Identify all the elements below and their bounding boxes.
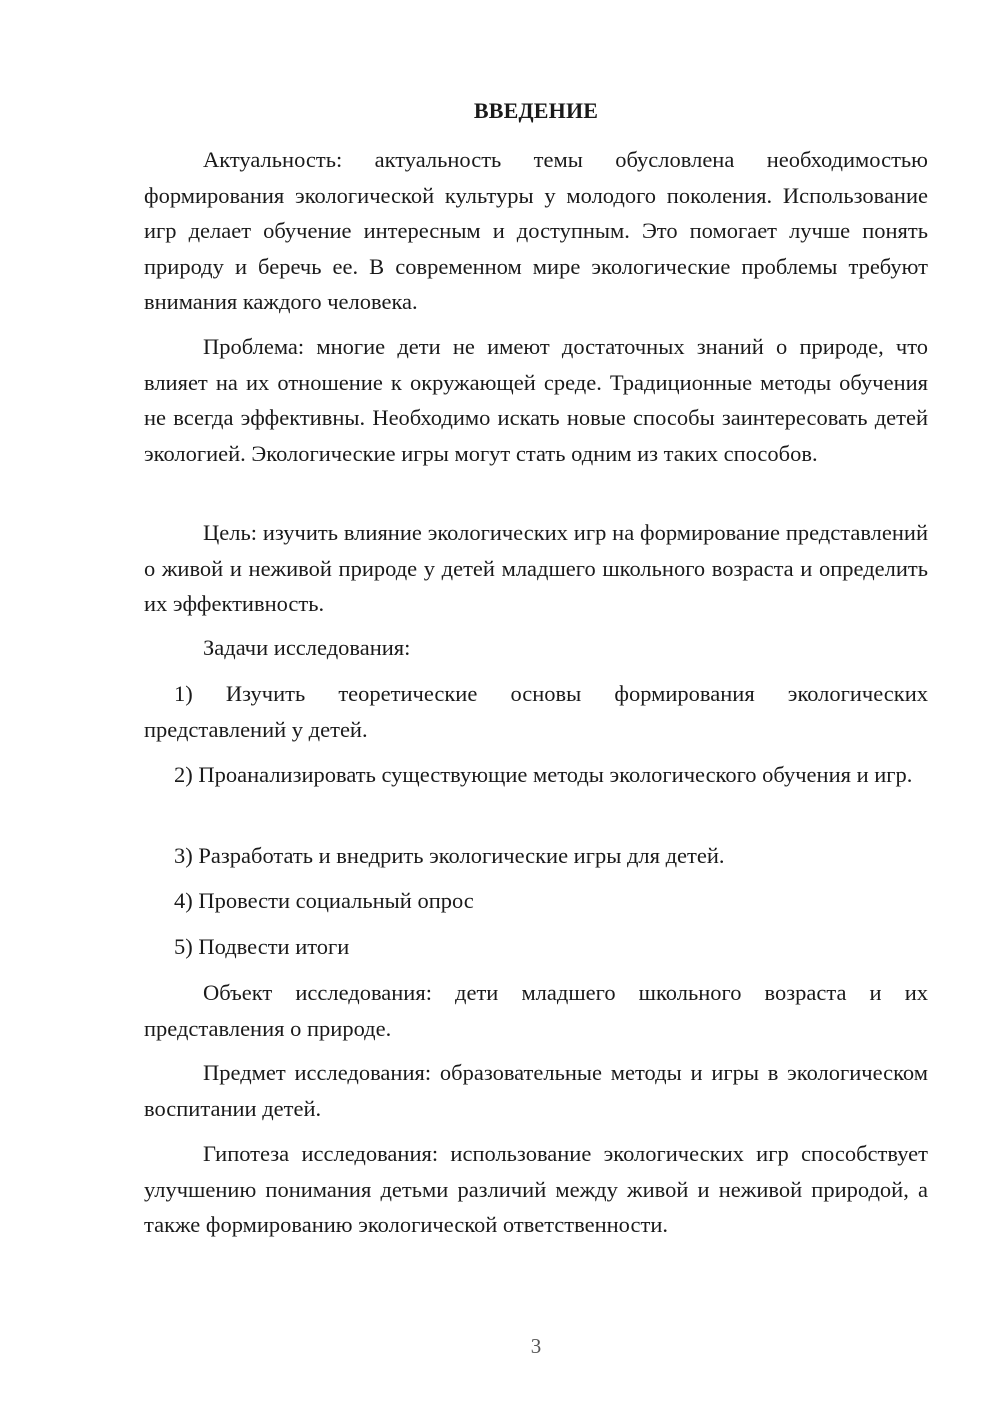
paragraph-hypothesis: Гипотеза исследования: использование экологических игр способствует улучшению понимания детьми различий между живой и неживой природой, а также формированию экологической ответственности.: [144, 1141, 928, 1237]
tasks-title: Задачи исследования:: [203, 635, 411, 660]
document-page: [144, 0, 928, 1414]
paragraph-problem: Проблема: многие дети не имеют достаточных знаний о природе, что влияет на их отношение к окружающей среде. Традиционные методы обучения не всегда эффективны. Необходимо искать новые способы заинтересовать детей экологией. Экологические игры могут стать одним из таких способов.: [144, 334, 928, 466]
task-item-4: 4) Провести социальный опрос: [174, 888, 474, 913]
section-heading: ВВЕДЕНИЕ: [473, 98, 599, 123]
task-item-2: 2) Проанализировать существующие методы экологического обучения и игр.: [174, 762, 913, 787]
task-item-3: 3) Разработать и внедрить экологические игры для детей.: [174, 843, 725, 868]
paragraph-relevance: Актуальность: актуальность темы обусловлена необходимостью формирования экологической культуры у молодого поколения. Использование игр делает обучение интересным и доступным. Это помогает лучше понять природу и беречь ее. В современном мире экологические проблемы требуют внимания каждого человека.: [144, 147, 928, 314]
paragraph-goal: Цель: изучить влияние экологических игр на формирование представлений о живой и неживой природе у детей младшего школьного возраста и определить их эффективность.: [144, 520, 928, 616]
page-number: 3: [530, 1334, 542, 1358]
task-item-1: 1) Изучить теоретические основы формирования экологических представлений у детей.: [144, 681, 928, 742]
paragraph-subject: Предмет исследования: образовательные методы и игры в экологическом воспитании детей.: [144, 1060, 928, 1121]
paragraph-object: Объект исследования: дети младшего школьного возраста и их представления о природе.: [144, 980, 928, 1041]
task-item-5: 5) Подвести итоги: [174, 934, 350, 959]
